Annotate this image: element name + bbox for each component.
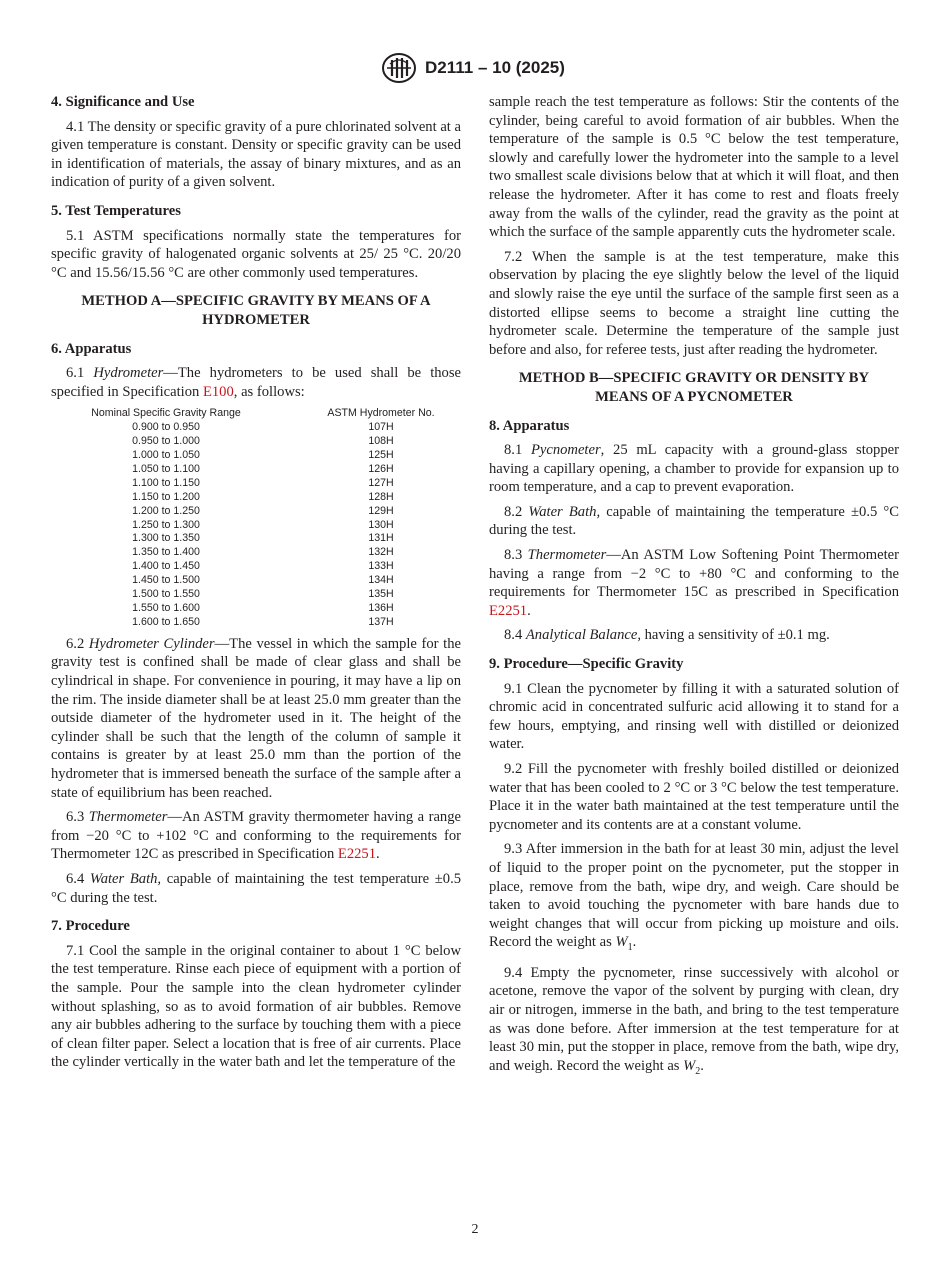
table-cell-range: 1.200 to 1.250 <box>132 504 200 517</box>
table-cell-range: 1.250 to 1.300 <box>132 518 200 531</box>
table-row <box>81 602 451 616</box>
paragraph-9-3: 9.3 After immersion in the bath for at least 30 min, adjust the level of liquid to the proper point on the pycnometer, put the stopper in place, remove from the bath, wipe dry, and weigh. Care should be taken to avoid touching the pycnometer with bare hands due to weight changes that will occur from picking up moisture and oils. Record the weight as $W_1$. <box>489 841 899 954</box>
section-7-heading: 7. Procedure <box>51 918 130 935</box>
table-row <box>81 519 451 533</box>
paragraph-6-4: 6.4 Water Bath, capable of maintaining the test temperature ±0.5 °C during the test. <box>51 870 462 906</box>
table-cell-hydrometer-number: 126H <box>368 462 394 475</box>
table-cell-hydrometer-number: 129H <box>368 504 394 517</box>
table-cell-hydrometer-number: 134H <box>368 574 394 587</box>
paragraph-6-1: 6.1 Hydrometer—The hydrometers to be used shall be those specified in Specification E100, as follows: <box>51 365 461 400</box>
table-cell-range: 1.000 to 1.050 <box>132 449 200 462</box>
table-cell-hydrometer-number: 127H <box>368 476 394 489</box>
table-row <box>81 546 451 560</box>
document-designation: D2111 – 10 (2025) <box>425 58 565 77</box>
paragraph-6-2: 6.2 Hydrometer Cylinder—The vessel in which the sample for the gravity test is confined shall be made of clear glass and shall be cylindrical in shape. For convenience in pouring, it may have a lip on the rim. The inside diameter shall be at least 25.0 mm greater than the outside diameter of the hydrometer used in it. The height of the cylinder shall be such that the length of the column of sample it contains is greater by at least 25.0 mm than the portion of the hydrometer that is immersed beneath the surface of the sample after a state of equilibrium has been reached. <box>51 635 462 801</box>
table-cell-range: 1.100 to 1.150 <box>132 476 200 489</box>
left-column <box>51 93 461 1078</box>
paragraph-8-2: 8.2 Water Bath, capable of maintaining the temperature ±0.5 °C during the test. <box>489 503 899 539</box>
paragraph-7-1: 7.1 Cool the sample in the original container to about 1 °C below the test temperature. Rinse each piece of equipment with a portion of the sample. Pour the sample into the clean hydrometer cylinder without splashing, so as to avoid formation of air bubbles. Remove any air bubbles adhering to the surface by touching them with a piece of clean filter paper. Select a location that is free of air currents. Place the cylinder vertically in the water bath and let the temperature of the <box>51 942 461 1071</box>
paragraph-7-2: 7.2 When the sample is at the test temperature, make this observation by placing the eye slightly below the level of the liquid and slowly raise the eye until the surface of the sample first seen as a distorted ellipse seems to become a straight line cutting the hydrometer scale. Determine the temperature of the sample just before and also, for referee tests, just after reading the hydrometer. <box>489 248 899 358</box>
table-row <box>81 421 451 435</box>
spec-link-e2251[interactable]: E2251 <box>489 602 528 619</box>
table-cell-hydrometer-number: 135H <box>368 588 394 601</box>
table-cell-hydrometer-number: 130H <box>368 518 394 531</box>
table-cell-range: 1.550 to 1.600 <box>132 602 200 614</box>
spec-link-e100[interactable]: E100 <box>202 383 234 400</box>
section-8-heading: 8. Apparatus <box>489 417 570 434</box>
table-header-range: Nominal Specific Gravity Range <box>91 407 241 420</box>
section-9-heading: 9. Procedure—Specific Gravity <box>489 656 684 673</box>
table-cell-hydrometer-number: 128H <box>368 490 394 503</box>
paragraph-8-1: 8.1 Pycnometer, 25 mL capacity with a ground-glass stopper having a capillary opening, a chamber to provide for expansion up to room temperature, and a cap to prevent evaporation. <box>489 442 899 496</box>
table-cell-hydrometer-number: 131H <box>368 532 394 545</box>
table-cell-range: 1.600 to 1.650 <box>132 615 200 628</box>
page-header <box>0 52 950 86</box>
table-cell-range: 1.500 to 1.550 <box>132 588 200 601</box>
spec-link-e2251[interactable]: E2251 <box>337 846 377 863</box>
table-row <box>81 477 451 491</box>
hydrometer-table <box>81 407 451 630</box>
table-cell-hydrometer-number: 132H <box>368 546 394 559</box>
table-row <box>81 505 451 519</box>
method-a-heading: METHOD A—SPECIFIC GRAVITY BY MEANS OF A HYDROMETER <box>81 293 431 328</box>
table-cell-range: 1.450 to 1.500 <box>132 574 200 587</box>
paragraph-4-1: 4.1 The density or specific gravity of a pure chlorinated solvent at a given temperature is constant. Density or specific gravity can be used in identification of materials, the assay of binary mixtures, and as an indication of purity of a given solvent. <box>51 118 461 191</box>
paragraph-5-1: 5.1 ASTM specifications normally state the temperatures for specific gravity of halogenated organic solvents at 25/ 25 °C. 20/20 °C and 15.56/15.56 °C are other commonly used temperatures. <box>51 227 461 281</box>
paragraph-6-3: 6.3 Thermometer—An ASTM gravity thermometer having a range from −20 °C to +102 °C and conforming to the requirements for Thermometer 12C as prescribed in Specification E2251. <box>51 809 461 863</box>
table-row <box>81 616 451 630</box>
table-cell-hydrometer-number: 133H <box>368 560 394 573</box>
table-row <box>81 463 451 477</box>
table-cell-range: 1.050 to 1.100 <box>132 462 200 475</box>
paragraph-9-1: 9.1 Clean the pycnometer by filling it with a saturated solution of chromic acid in concentrated sulfuric acid allowing it to stand for a few hours, emptying, and rinsing well with distilled or deionized water. <box>489 680 899 753</box>
table-cell-hydrometer-number: 108H <box>368 435 394 448</box>
right-column <box>489 93 899 1087</box>
table-cell-range: 1.400 to 1.450 <box>132 560 200 573</box>
table-cell-range: 0.950 to 1.000 <box>132 435 200 448</box>
paragraph-8-4: 8.4 Analytical Balance, having a sensitivity of ±0.1 mg. <box>504 627 830 644</box>
paragraph-9-4: 9.4 Empty the pycnometer, rinse successively with alcohol or acetone, remove the vapor of the solvent by purging with clean, dry air or nitrogen, immerse in the bath, and bring to the test temperature as was done before. After immersion at the test temperature for at least 30 min, put the stopper in place, remove from the bath, wipe dry, and weigh. Record the weight as $W_2$. <box>489 964 899 1077</box>
table-header-number: ASTM Hydrometer No. <box>327 407 435 420</box>
paragraph-7-1-continued: sample reach the test temperature as follows: Stir the contents of the cylinder, being careful to avoid formation of air bubbles. When the temperature of the sample is 0.5 °C below the test temperature, slowly and carefully lower the hydrometer into the sample to a level two smallest scale divisions below that at which it will float, and then release the hydrometer. After it has come to rest and floats freely away from the walls of the cylinder, read the gravity as the point at which the surface of the sample apparently cuts the hydrometer scale. <box>489 94 899 241</box>
paragraph-8-3: 8.3 Thermometer—An ASTM Low Softening Point Thermometer having a range from −2 °C to +80 °C and conforming to the requirements for Thermometer 15C as prescribed in Specification E2251. <box>489 547 899 619</box>
table-row <box>81 449 451 463</box>
table-cell-hydrometer-number: 136H <box>368 602 394 614</box>
table-row <box>81 491 451 505</box>
section-6-heading: 6. Apparatus <box>51 340 132 357</box>
page-number: 2 <box>471 1222 479 1237</box>
table-row <box>81 532 451 546</box>
table-cell-range: 1.300 to 1.350 <box>132 532 200 545</box>
section-5-heading: 5. Test Temperatures <box>51 202 181 219</box>
table-row <box>81 435 451 449</box>
paragraph-9-2: 9.2 Fill the pycnometer with freshly boiled distilled or deionized water that has been cooled to 2 °C or 3 °C below the test temperature. Place it in the water bath maintained at the test temperature until the pycnometer and its contents are at a constant volume. <box>489 761 899 833</box>
table-cell-range: 1.150 to 1.200 <box>132 490 200 503</box>
method-b-heading: METHOD B—SPECIFIC GRAVITY OR DENSITY BY MEANS OF A PYCNOMETER <box>518 370 870 405</box>
section-4-heading: 4. Significance and Use <box>51 94 195 110</box>
table-cell-range: 0.900 to 0.950 <box>132 421 200 434</box>
table-cell-hydrometer-number: 137H <box>368 615 394 628</box>
table-row <box>81 560 451 574</box>
table-row <box>81 574 451 588</box>
table-cell-hydrometer-number: 107H <box>368 421 394 434</box>
table-cell-hydrometer-number: 125H <box>368 449 394 462</box>
table-row <box>81 588 451 602</box>
table-cell-range: 1.350 to 1.400 <box>132 546 200 559</box>
astm-logo-icon <box>381 52 417 84</box>
